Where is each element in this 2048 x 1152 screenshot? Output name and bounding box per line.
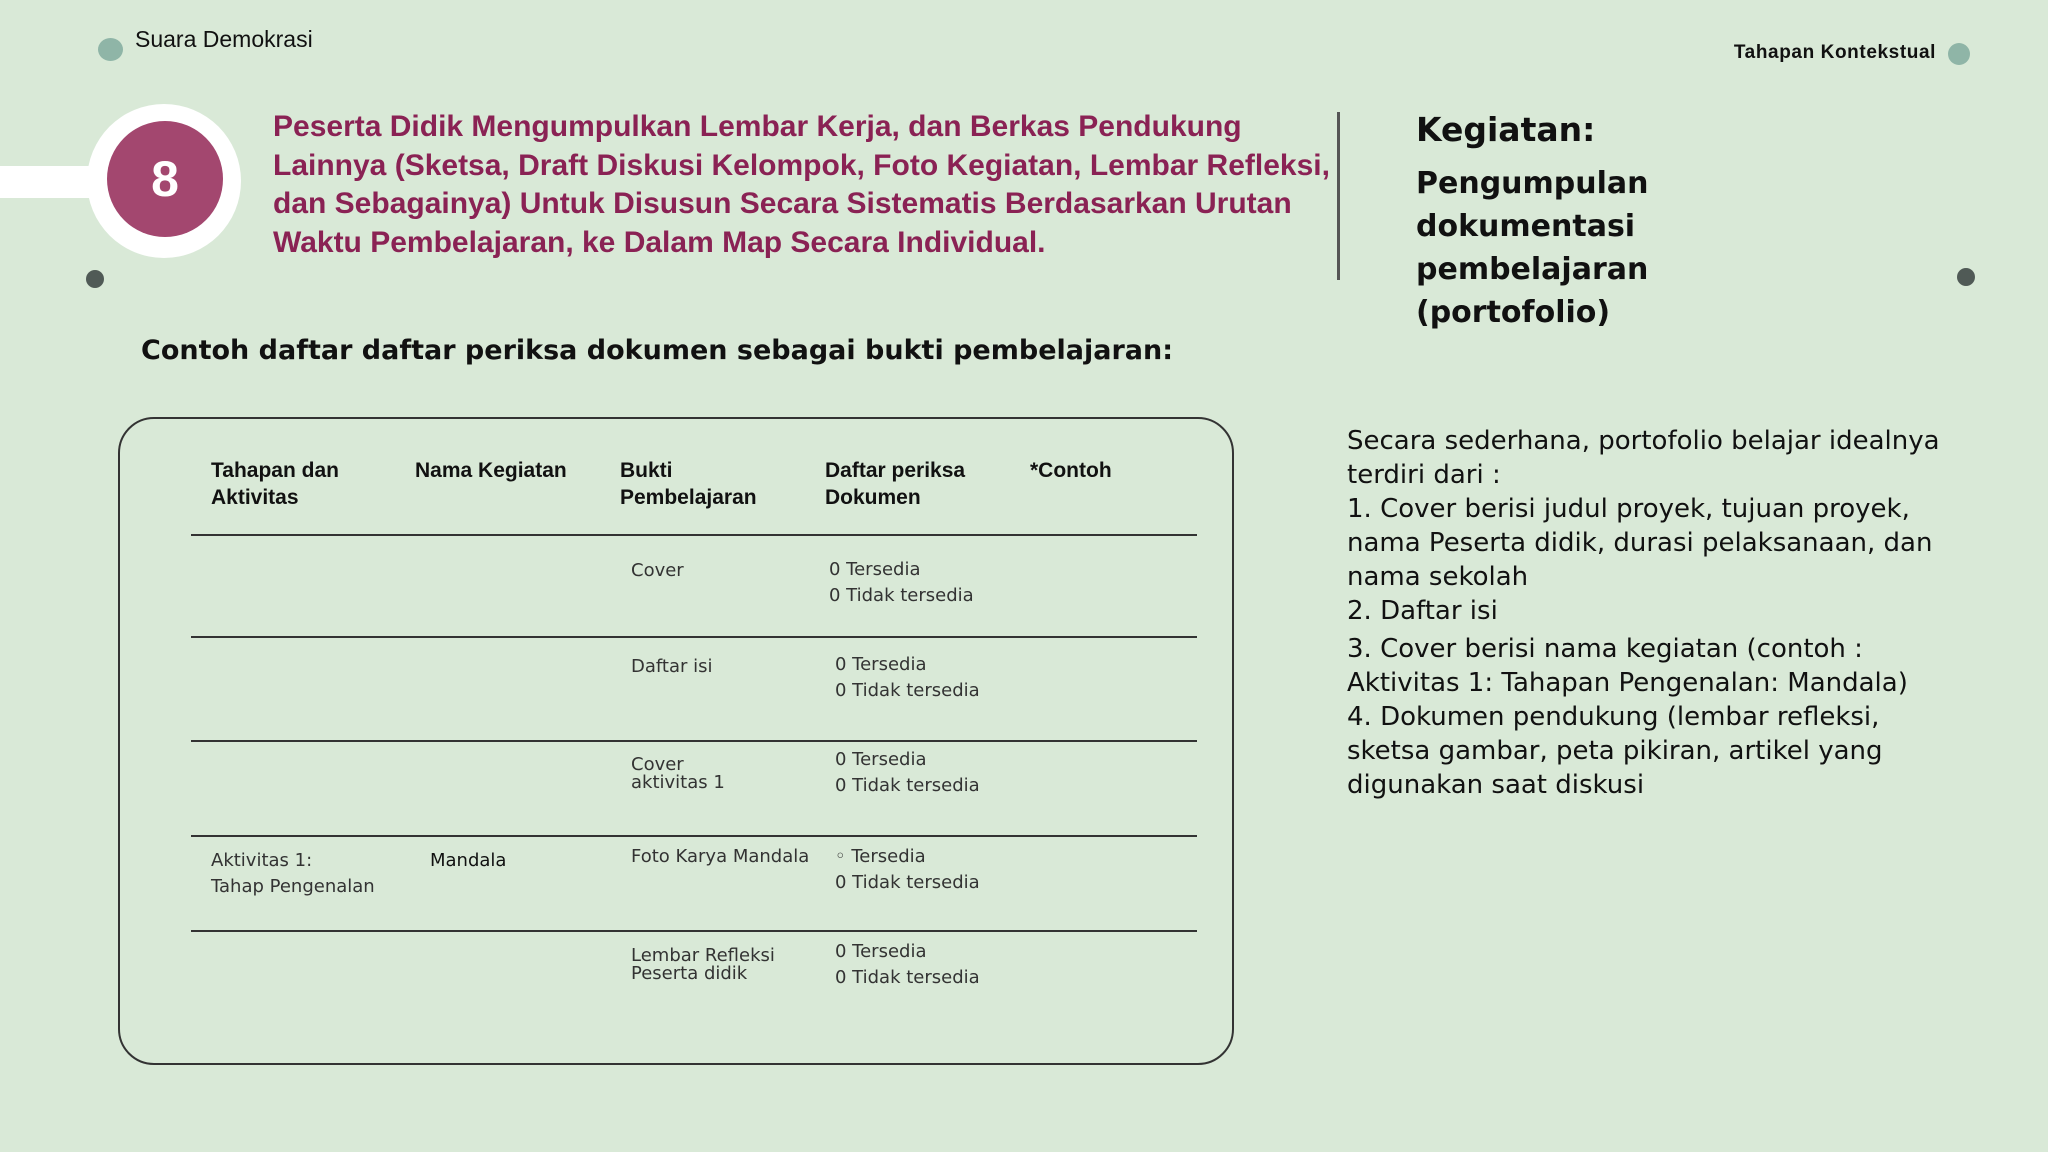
accent-dot-left [86, 270, 104, 288]
header-contoh: *Contoh [1030, 459, 1112, 482]
section-label: Tahapan Kontekstual [1733, 42, 1936, 63]
portfolio-intro: Secara sederhana, portofolio belajar idealnya terdiri dari : [1347, 426, 1940, 490]
table-row-rule [191, 835, 1197, 837]
table-row-rule [191, 740, 1197, 742]
row-4-option-tersedia[interactable]: ◦ Tersedia [835, 846, 926, 867]
accent-dot-right [1957, 268, 1975, 286]
header-nama-kegiatan: Nama Kegiatan [415, 459, 567, 482]
row-2-option-tersedia[interactable]: 0 Tersedia [835, 654, 927, 675]
row-3-option-tidak-tersedia[interactable]: 0 Tidak tersedia [835, 775, 980, 796]
kegiatan-label: Kegiatan: [1416, 110, 1596, 149]
row-1-option-tersedia[interactable]: 0 Tersedia [829, 559, 921, 580]
row-4-nama-kegiatan: Mandala [430, 850, 507, 871]
header-daftar-periksa: Daftar periksa Dokumen [825, 459, 966, 509]
table-row-rule [191, 930, 1197, 932]
portfolio-description [1347, 424, 1947, 802]
row-2-bukti: Daftar isi [631, 656, 713, 677]
row-3-option-tersedia[interactable]: 0 Tersedia [835, 749, 927, 770]
portfolio-item: 1. Cover berisi judul proyek, tujuan proyek, nama Peserta didik, durasi pelaksanaan, dan nama sekolah [1347, 494, 1933, 592]
step-title: Peserta Didik Mengumpulkan Lembar Kerja, dan Berkas Pendukung Lainnya (Sketsa, Draft Diskusi Kelompok, Foto Kegiatan, Lembar Refleksi, dan Sebagainya) Untuk Disusun Secara Sistematis Berdasarkan Urutan Waktu Pembelajaran, ke Dalam Map Secara Individual. [273, 110, 1330, 259]
header-dot-left [98, 38, 123, 61]
checklist-intro: Contoh daftar daftar periksa dokumen sebagai bukti pembelajaran: [141, 335, 1174, 366]
portfolio-item: 3. Cover berisi nama kegiatan (contoh : Aktivitas 1: Tahapan Pengenalan: Mandala) [1347, 634, 1908, 698]
row-2-option-tidak-tersedia[interactable]: 0 Tidak tersedia [835, 680, 980, 701]
table-header-rule [191, 534, 1197, 536]
row-4-bukti: Foto Karya Mandala [631, 846, 810, 867]
portfolio-item: 4. Dokumen pendukung (lembar refleksi, sketsa gambar, peta pikiran, artikel yang digunakan saat diskusi [1347, 702, 1883, 800]
header-tahapan: Tahapan dan Aktivitas [211, 459, 339, 509]
kegiatan-value: Pengumpulan dokumentasi pembelajaran (portofolio) [1416, 166, 1649, 330]
portfolio-item: 2. Daftar isi [1347, 596, 1498, 626]
row-5-option-tidak-tersedia[interactable]: 0 Tidak tersedia [835, 967, 980, 988]
vertical-divider [1337, 112, 1340, 280]
row-5-bukti: Lembar Refleksi Peserta didik [631, 945, 775, 984]
header-dot-right [1948, 43, 1970, 65]
row-1-option-tidak-tersedia[interactable]: 0 Tidak tersedia [829, 585, 974, 606]
row-3-bukti: Cover aktivitas 1 [631, 754, 725, 793]
row-1-bukti: Cover [631, 560, 684, 581]
table-row-rule [191, 636, 1197, 638]
row-4-tahapan: Aktivitas 1: Tahap Pengenalan [211, 850, 375, 897]
brand-label: Suara Demokrasi [135, 26, 313, 52]
header-bukti: Bukti Pembelajaran [620, 459, 757, 509]
row-4-option-tidak-tersedia[interactable]: 0 Tidak tersedia [835, 872, 980, 893]
row-5-option-tersedia[interactable]: 0 Tersedia [835, 941, 927, 962]
step-number-badge: 8 [107, 121, 223, 237]
